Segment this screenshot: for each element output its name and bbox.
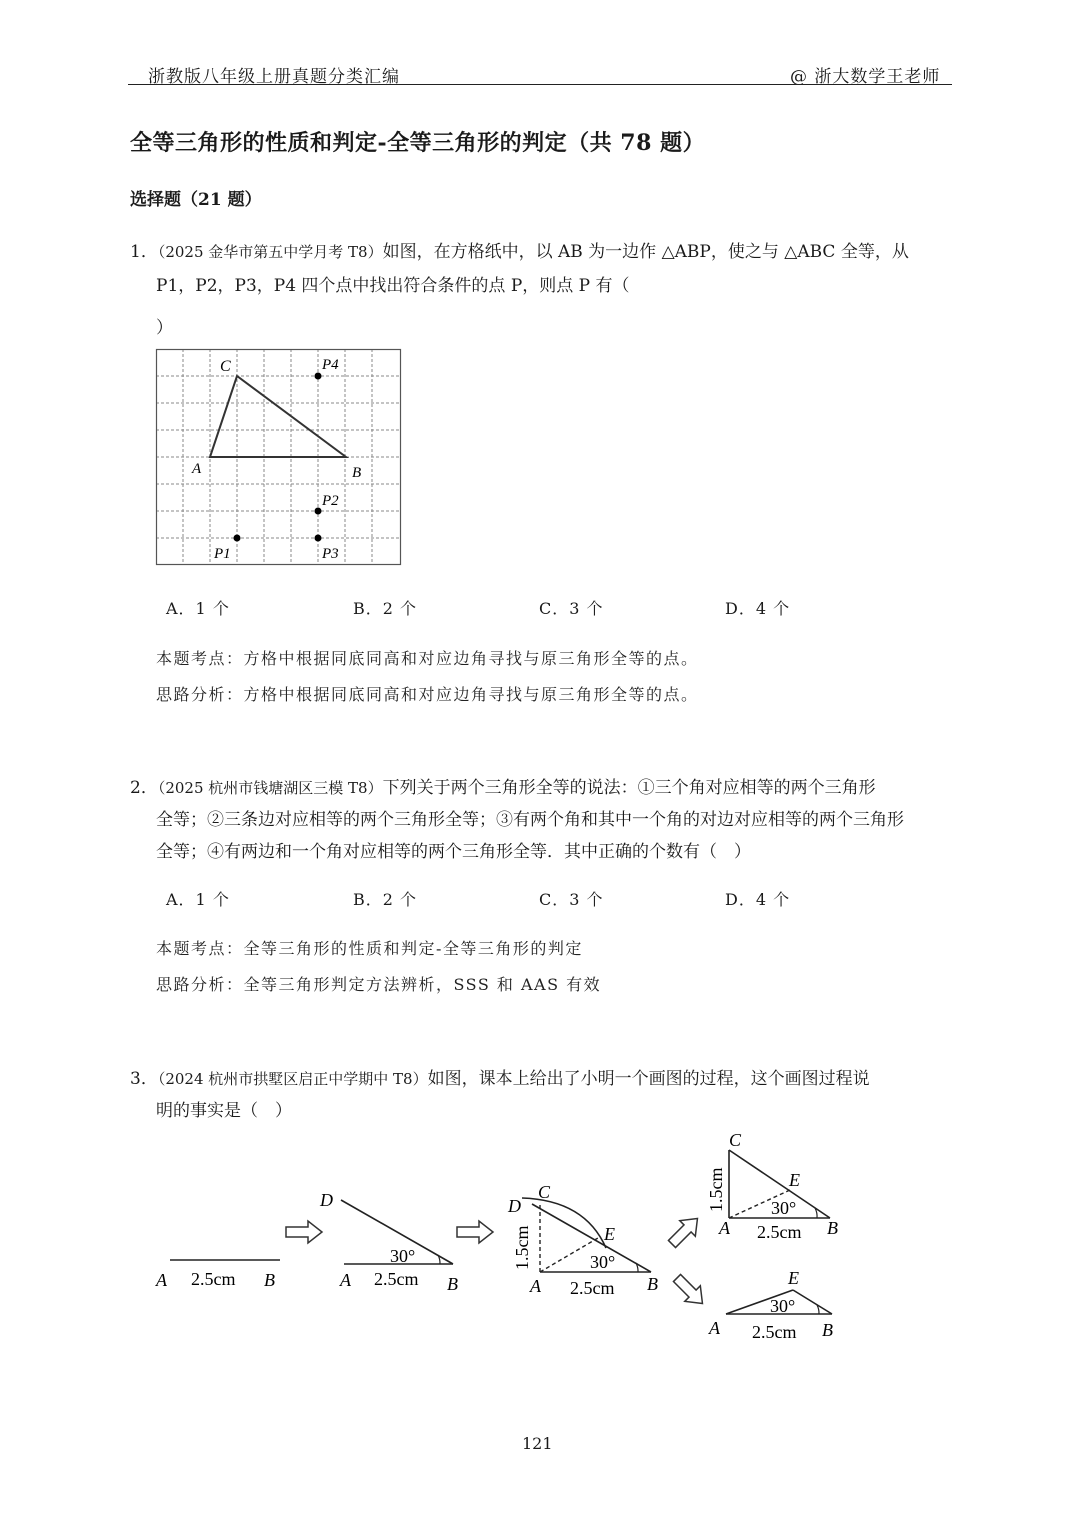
q3-number: 3． [130, 1069, 158, 1089]
s4a-len-ac: 1.5cm [706, 1167, 726, 1212]
s4a-label-b: B [827, 1218, 838, 1238]
q2-kaodian: 本题考点：全等三角形的性质和判定-全等三角形的判定 [156, 939, 583, 958]
s2-label-b: B [447, 1274, 458, 1294]
q2-number: 2． [130, 778, 158, 798]
q2-text-3: 全等；④有两边和一个角对应相等的两个三角形全等．其中正确的个数有（ ） [156, 842, 751, 862]
q1-option-c: C．3 个 [539, 599, 604, 618]
s1-label-a: A [156, 1270, 167, 1290]
label-b: B [352, 465, 362, 481]
s2-angle: 30° [390, 1246, 416, 1266]
label-c: C [220, 358, 231, 375]
s4a-len-ab: 2.5cm [757, 1222, 802, 1242]
q1-option-b: B．2 个 [353, 599, 418, 618]
s1-label-b: B [264, 1270, 275, 1290]
step-4a-triangle [706, 1130, 838, 1242]
header-author: @ 浙大数学王老师 [790, 67, 941, 87]
page-number: 121 [522, 1434, 553, 1453]
page-title: 全等三角形的性质和判定-全等三角形的判定（共 78 题） [130, 130, 706, 156]
label-a: A [192, 461, 202, 477]
s4b-len-ab: 2.5cm [752, 1322, 797, 1342]
q2-source: （2025 杭州市钱塘湖区三模 T8） [157, 779, 383, 797]
q1-source: （2025 金华市第五中学月考 T8） [157, 243, 383, 261]
s2-label-a: A [340, 1270, 351, 1290]
s4a-label-e: E [789, 1170, 800, 1190]
arrow-down-icon [669, 1270, 710, 1311]
q2-option-a: A．1 个 [166, 890, 230, 909]
q3-text-2: 明的事实是（ ） [156, 1101, 292, 1121]
s4b-angle: 30° [770, 1296, 796, 1316]
s3-label-a: A [530, 1276, 541, 1296]
arrow-1-icon [286, 1221, 322, 1243]
step-4b-triangle [708, 1268, 833, 1342]
q1-text-1: 如图，在方格纸中，以 AB 为一边作 △ABP，使之与 △ABC 全等，从 [382, 242, 909, 262]
label-p1: P1 [214, 546, 231, 562]
s3-angle: 30° [590, 1252, 616, 1272]
q1-number: 1． [130, 242, 158, 262]
q2-text-2: 全等；②三条边对应相等的两个三角形全等；③有两个角和其中一个角的对边对应相等的两个三角形 [156, 810, 904, 830]
s4a-label-c: C [729, 1130, 742, 1150]
q1-kaodian: 本题考点：方格中根据同底同高和对应边角寻找与原三角形全等的点。 [156, 649, 699, 668]
q1-option-d: D．4 个 [725, 599, 791, 618]
q3-source: （2024 杭州市拱墅区启正中学期中 T8） [157, 1070, 428, 1088]
s3-label-c: C [538, 1182, 551, 1202]
arrow-up-icon [664, 1211, 705, 1252]
label-p2: P2 [322, 493, 339, 509]
s3-label-e: E [604, 1224, 615, 1244]
q2-option-b: B．2 个 [353, 890, 418, 909]
label-p4: P4 [322, 357, 339, 373]
label-p3: P3 [322, 546, 339, 562]
s4b-label-a: A [709, 1318, 720, 1338]
step-1-segment [155, 1260, 280, 1290]
q3-text-1: 如图，课本上给出了小明一个画图的过程，这个画图过程说 [427, 1069, 870, 1089]
q1-fenxi: 思路分析：方格中根据同底同高和对应边角寻找与原三角形全等的点。 [156, 685, 699, 704]
s3-len-ab: 2.5cm [570, 1278, 615, 1298]
section-heading: 选择题（21 题） [130, 190, 262, 210]
q2-option-d: D．4 个 [725, 890, 791, 909]
s3-label-d: D [508, 1196, 521, 1216]
s1-len: 2.5cm [191, 1269, 236, 1289]
q1-text-3: ） [156, 318, 173, 338]
s4b-label-e: E [788, 1268, 799, 1288]
s4a-angle: 30° [771, 1198, 797, 1218]
q2-fenxi: 思路分析：全等三角形判定方法辨析，SSS 和 AAS 有效 [156, 975, 602, 994]
s4a-label-a: A [719, 1218, 730, 1238]
step-3-construction [507, 1182, 658, 1298]
q1-option-a: A．1 个 [166, 599, 230, 618]
s3-len-ac: 1.5cm [512, 1225, 532, 1270]
q1-text-2: P1，P2，P3，P4 四个点中找出符合条件的点 P，则点 P 有（ [156, 276, 630, 296]
q2-text-1: 下列关于两个三角形全等的说法：①三个角对应相等的两个三角形 [382, 778, 876, 798]
header-title: 浙教版八年级上册真题分类汇编 [148, 67, 400, 87]
q2-option-c: C．3 个 [539, 890, 604, 909]
s2-len: 2.5cm [374, 1269, 419, 1289]
arrow-2-icon [457, 1221, 493, 1243]
s3-label-b: B [647, 1274, 658, 1294]
s4b-label-b: B [822, 1320, 833, 1340]
step-2-angle [319, 1190, 458, 1294]
s2-label-d: D [320, 1190, 333, 1210]
